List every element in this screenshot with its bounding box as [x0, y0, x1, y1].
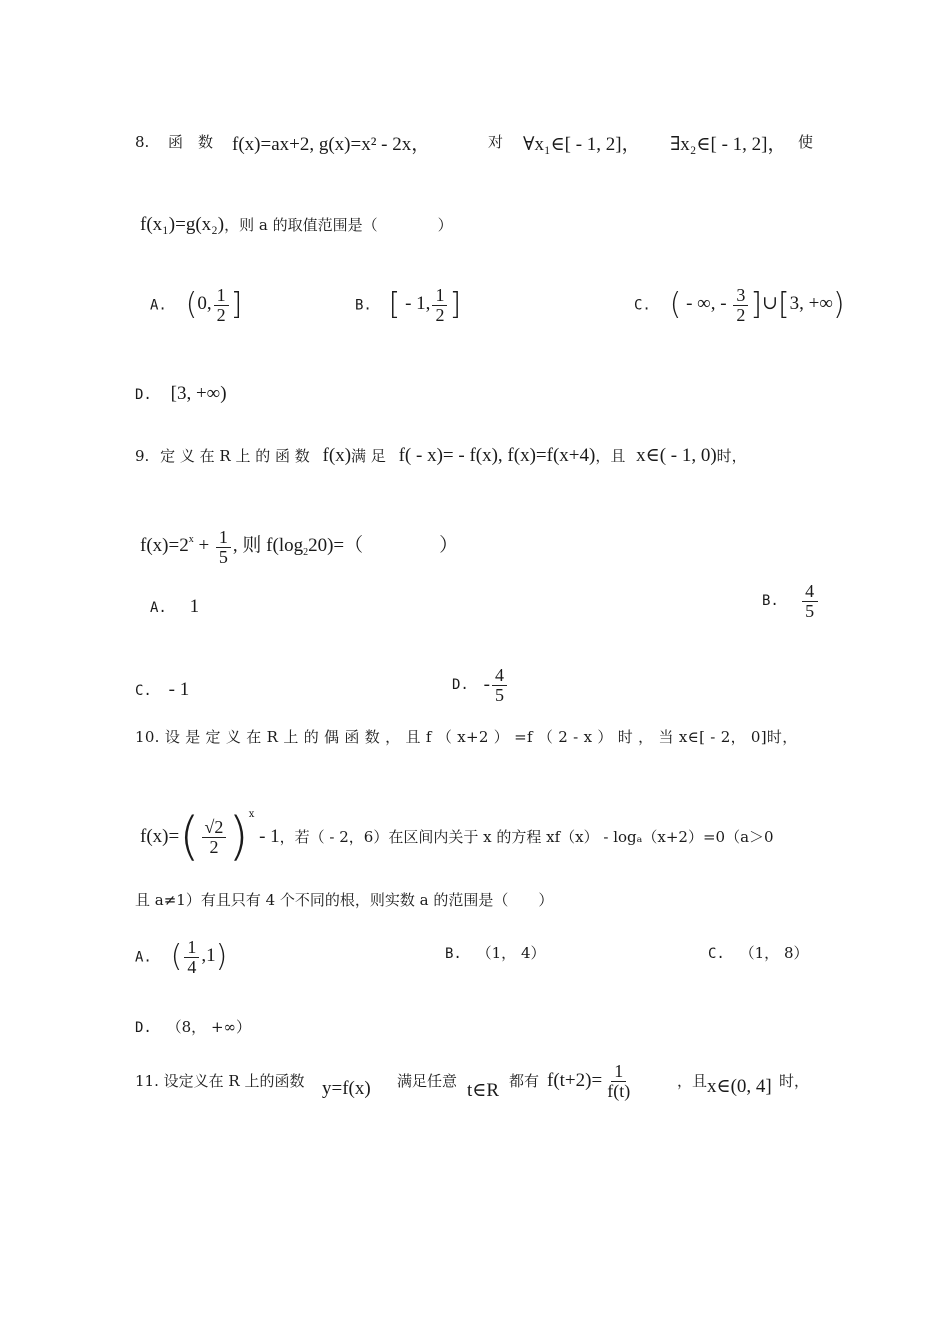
q8-option-a-value: (0, $\frac{1}{2}$ ]: [185, 285, 243, 325]
q9-mid: 满 足: [351, 447, 386, 465]
q10-option-b[interactable]: [445, 944, 546, 963]
q8-option-a-label: A.: [150, 297, 167, 314]
q10-option-a[interactable]: [135, 938, 227, 977]
q11-shi: 时，: [779, 1072, 810, 1090]
q8-line2-text: ，则 a 的取值范围是（ ）: [224, 216, 453, 234]
q11-tR: t∈R: [467, 1080, 500, 1101]
q8-option-a[interactable]: [150, 286, 242, 325]
q10-option-a-value: ( $\frac{1}{4}$ ,1): [170, 937, 228, 977]
q8-option-d[interactable]: [135, 383, 227, 406]
q11-qie: ，且: [677, 1072, 708, 1090]
q10-line2-text: ，若（ - 2，6）在区间内关于 x 的方程 xf（x） - logₐ（x+2）=0（a＞0: [279, 828, 774, 847]
q9-option-a-value: 1: [189, 596, 200, 617]
q8-line1: [135, 130, 825, 166]
q8-shi: 使: [798, 133, 814, 151]
q9-fx: f(x): [322, 445, 352, 466]
q11-fx: y=f(x): [322, 1078, 371, 1099]
q8-forall: ∀x₁∈[ - 1, 2]，: [523, 134, 641, 155]
q10-line1: 10. 设 是 定 义 在 R 上 的 偶 函 数 ， 且 f （ x+2 ） =f （ 2 - x ） 时 ， 当 x∈[ - 2， 0]时，: [135, 728, 798, 746]
q11-eq: f(t+2)= $\frac{1}{f(t)}$: [547, 1061, 631, 1101]
q9-option-b[interactable]: [762, 582, 820, 621]
q11-lead: 11. 设定义在 R 上的函数: [135, 1072, 305, 1090]
q9-line2-math: $f(x)=2^x$ +: [140, 534, 214, 557]
q9-shi: 时，: [716, 447, 747, 465]
q9-option-a[interactable]: [150, 596, 199, 619]
q8-option-c[interactable]: [634, 286, 845, 325]
q10-line3: 且 a≠1）有且只有 4 个不同的根，则实数 a 的范围是（ ）: [135, 891, 554, 909]
q9-option-b-value: $\frac{4}{5}$: [802, 582, 818, 621]
q8-option-c-value: ( - ∞, - $\frac{3}{2}$ ]∪[3, +∞): [669, 285, 845, 325]
q10-option-a-label: A.: [135, 949, 152, 966]
q9-then: , 则 $f(\log_220)=$（ ）: [232, 535, 459, 559]
q11-dou: 都有: [509, 1072, 540, 1090]
q10-option-c-label: C.: [708, 946, 725, 962]
q10-line2: f(x)=( $\frac{√2}{2}$ )$^x$ - 1，若（ - 2，6）在区间内关于 x 的方程 xf（x） - logₐ（x+2）=0（a＞0: [140, 807, 774, 867]
q9-option-c[interactable]: [135, 679, 189, 702]
q9-line2: [140, 528, 458, 567]
q9-condition: f( - x)= - f(x), f(x)=f(x+4): [398, 445, 596, 466]
q8-number: 8.: [135, 133, 150, 151]
q9-option-c-value: - 1: [168, 679, 190, 700]
q9-qie: ，且: [595, 447, 626, 465]
q9-option-b-label: B.: [762, 592, 779, 609]
q10-option-d-label: D.: [135, 1020, 152, 1036]
q8-option-b-label: B.: [355, 297, 372, 314]
q9-option-c-label: C.: [135, 683, 152, 699]
q8-option-b-value: [ - 1, $\frac{1}{2}$ ]: [388, 285, 462, 325]
q8-word-2: 数: [198, 133, 214, 151]
q10-option-d-value: （8， +∞）: [166, 1018, 252, 1036]
q11-domain: x∈(0, 4]: [707, 1076, 772, 1097]
q10-option-b-label: B.: [445, 946, 462, 962]
q8-line2-math: f(x₁)=g(x₂): [140, 214, 225, 235]
q9-domain: x∈( - 1, 0): [636, 445, 717, 466]
q9-option-d-label: D.: [452, 676, 469, 693]
q8-dui: 对: [488, 133, 504, 151]
q9-option-d-value: $\frac{4}{5}$: [492, 666, 507, 705]
q10-line2-math: f(x)=: [140, 825, 180, 847]
q8-word-1: 函: [168, 133, 184, 151]
q9-number: 9.: [135, 447, 150, 465]
q9-option-a-label: A.: [150, 600, 167, 616]
q9-lead: 定 义 在 R 上 的 函 数: [160, 447, 310, 465]
q8-function-defs: f(x)=ax+2, g(x)=x² - 2x，: [232, 134, 431, 155]
q9-line2-frac: $\frac{1}{5}$: [216, 528, 231, 567]
q8-line2: [140, 214, 453, 237]
q8-option-d-value: [3, +∞): [170, 383, 227, 404]
q10-option-b-value: （1， 4）: [476, 944, 546, 962]
q8-exists: ∃x₂∈[ - 1, 2]，: [670, 134, 787, 155]
q9-option-d[interactable]: D. - $\frac{4}{5}$: [452, 666, 509, 705]
q8-option-b[interactable]: [355, 286, 461, 325]
q8-option-c-label: C.: [634, 297, 651, 314]
q8-option-d-label: D.: [135, 387, 152, 403]
q10-option-c[interactable]: [708, 944, 809, 963]
q10-option-d[interactable]: [135, 1018, 251, 1037]
q11-mid: 满足任意: [397, 1072, 458, 1090]
q9-line1: [135, 445, 747, 468]
q10-option-c-value: （1， 8）: [739, 944, 809, 962]
